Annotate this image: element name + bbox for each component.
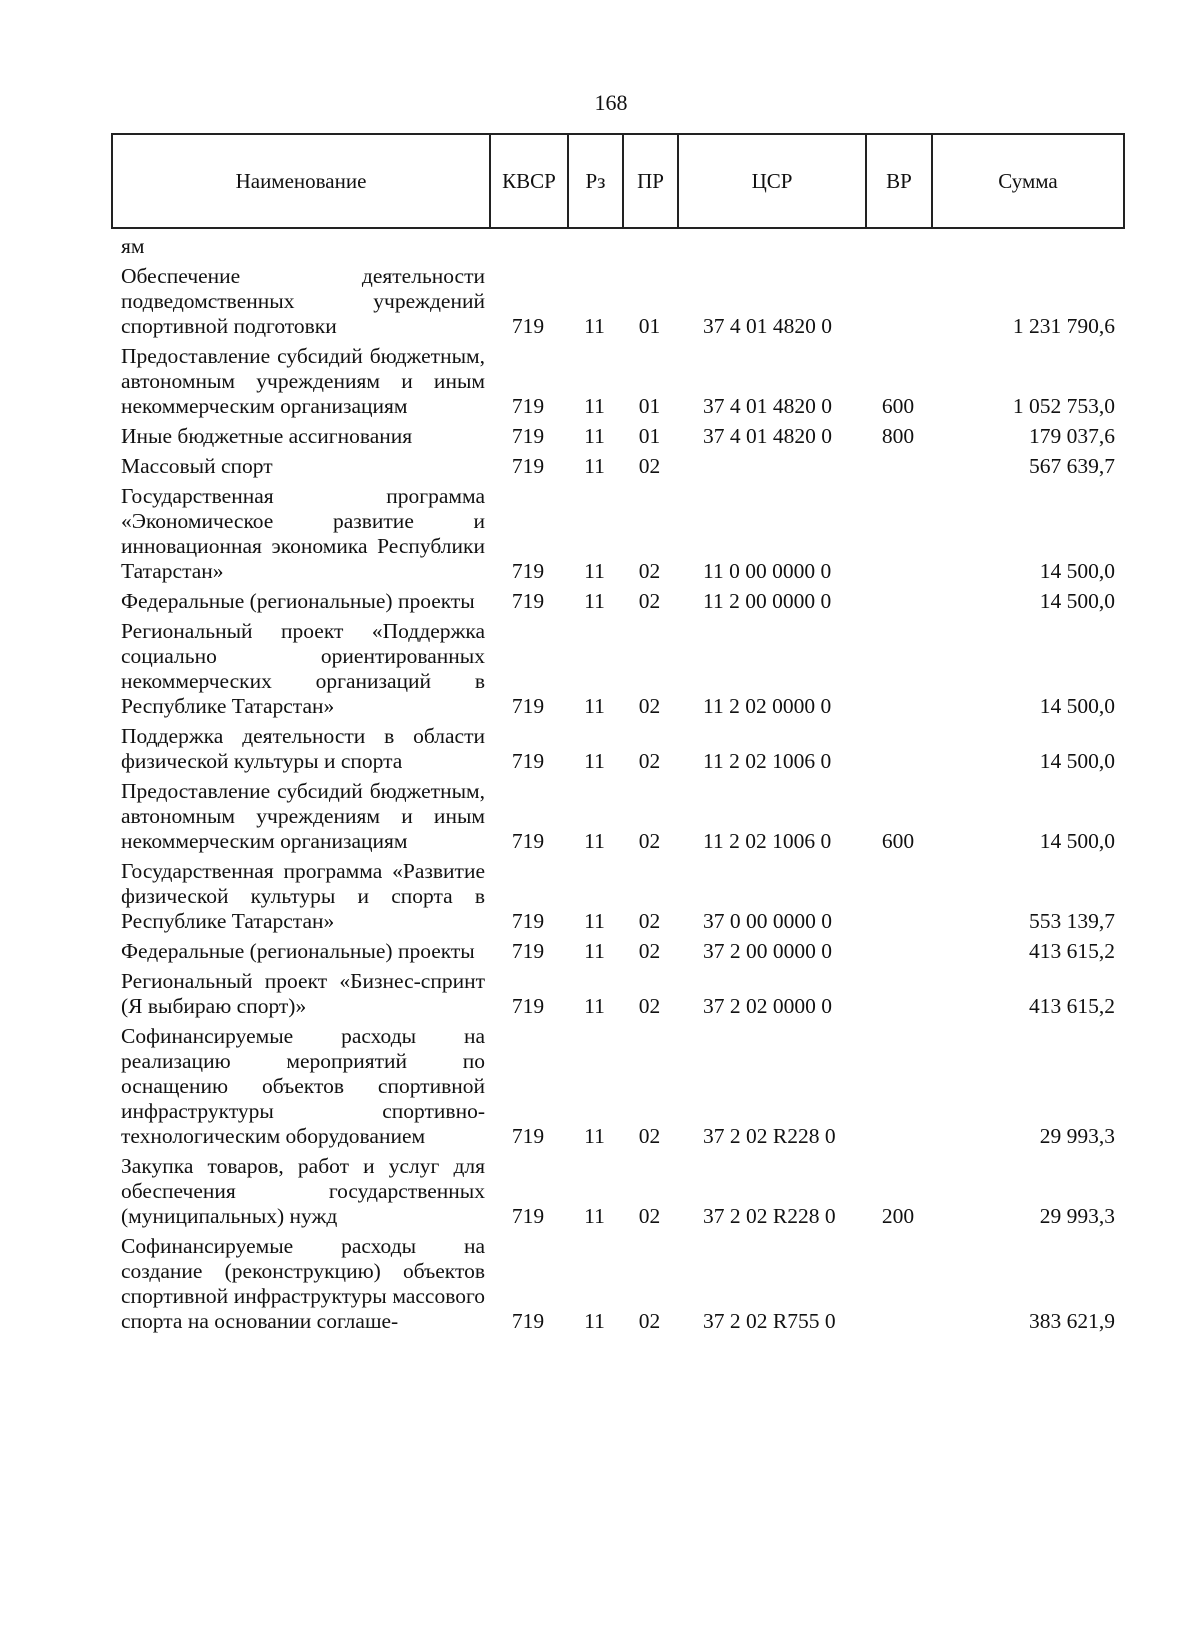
- cell-kvsr: 719: [511, 1124, 545, 1148]
- cell-pr: 02: [638, 454, 661, 478]
- cell-sum: 14 500,0: [1039, 559, 1115, 583]
- table-row: [111, 617, 1123, 722]
- cell-pr: 02: [638, 909, 661, 933]
- cell-pr: 01: [638, 394, 661, 418]
- table-row: [111, 452, 1123, 482]
- header-rz: Рз: [568, 134, 623, 228]
- cell-sum: 29 993,3: [1039, 1204, 1115, 1228]
- cell-rz: 11: [584, 1204, 605, 1228]
- cell-name: ям: [121, 234, 145, 258]
- cell-sum: 413 615,2: [1029, 939, 1115, 963]
- cell-pr: 02: [638, 829, 661, 853]
- cell-vr: [865, 857, 931, 937]
- header-vr: ВР: [866, 134, 932, 228]
- table-row: [111, 1232, 1123, 1337]
- cell-pr: 02: [638, 749, 661, 773]
- cell-rz: 11: [584, 749, 605, 773]
- cell-kvsr: 719: [511, 1309, 545, 1333]
- cell-sum: 14 500,0: [1039, 589, 1115, 613]
- cell-rz: 11: [584, 454, 605, 478]
- cell-csr: 37 2 00 0000 0: [703, 939, 832, 963]
- cell-vr: [865, 1022, 931, 1152]
- cell-kvsr: 719: [511, 454, 545, 478]
- header-name: Наименование: [112, 134, 490, 228]
- cell-kvsr: 719: [511, 749, 545, 773]
- cell-vr: [865, 1232, 931, 1337]
- cell-pr: 02: [638, 939, 661, 963]
- cell-csr: 37 2 02 R755 0: [703, 1309, 836, 1333]
- cell-sum: 179 037,6: [1029, 424, 1115, 448]
- cell-csr: [677, 452, 865, 482]
- cell-name: Региональный проект «Поддержка социально ориентированных некоммерческих организаций в Республике Татарстан»: [121, 619, 485, 718]
- header-pr: ПР: [623, 134, 678, 228]
- table-row: [111, 1152, 1123, 1232]
- cell-rz: 11: [584, 1124, 605, 1148]
- cell-name: Закупка товаров, работ и услуг для обеспечения государственных (муниципальных) нужд: [121, 1154, 485, 1228]
- cell-pr: 02: [638, 694, 661, 718]
- cell-vr: [865, 232, 931, 262]
- cell-name: Федеральные (региональные) проекты: [121, 939, 475, 963]
- cell-pr: [622, 232, 677, 262]
- table-row: [111, 777, 1123, 857]
- table-row: [111, 232, 1123, 262]
- table-row: [111, 342, 1123, 422]
- cell-csr: 11 0 00 0000 0: [703, 559, 832, 583]
- cell-sum: 553 139,7: [1029, 909, 1115, 933]
- header-csr: ЦСР: [678, 134, 866, 228]
- cell-sum: 1 052 753,0: [1012, 394, 1115, 418]
- cell-csr: 37 2 02 R228 0: [703, 1204, 836, 1228]
- cell-rz: 11: [584, 424, 605, 448]
- cell-rz: 11: [584, 829, 605, 853]
- cell-sum: [931, 232, 1123, 262]
- cell-name: Региональный проект «Бизнес-спринт (Я выбираю спорт)»: [121, 969, 485, 1018]
- cell-vr: 600: [881, 829, 915, 853]
- cell-pr: 02: [638, 1204, 661, 1228]
- budget-table: [111, 232, 1123, 1337]
- cell-vr: 200: [881, 1204, 915, 1228]
- cell-csr: [677, 232, 865, 262]
- table-row: [111, 482, 1123, 587]
- cell-sum: 14 500,0: [1039, 694, 1115, 718]
- cell-kvsr: 719: [511, 994, 545, 1018]
- cell-pr: 02: [638, 559, 661, 583]
- cell-csr: 37 4 01 4820 0: [703, 314, 832, 338]
- cell-name: Государственная программа «Экономическое развитие и инновационная экономика Республики Татарстан»: [121, 484, 485, 583]
- cell-rz: 11: [584, 909, 605, 933]
- cell-csr: 37 2 02 0000 0: [703, 994, 832, 1018]
- header-sum: Сумма: [932, 134, 1124, 228]
- cell-vr: [865, 967, 931, 1022]
- cell-name: Массовый спорт: [121, 454, 273, 478]
- cell-sum: 14 500,0: [1039, 829, 1115, 853]
- cell-vr: [865, 587, 931, 617]
- cell-sum: 567 639,7: [1029, 454, 1115, 478]
- cell-sum: 1 231 790,6: [1012, 314, 1115, 338]
- table-row: [111, 422, 1123, 452]
- cell-csr: 37 4 01 4820 0: [703, 424, 832, 448]
- cell-name: Софинансируемые расходы на реализацию мероприятий по оснащению объектов спортивной инфраструктуры спортивно-технологическим оборудованием: [121, 1024, 485, 1148]
- table-row: [111, 937, 1123, 967]
- cell-rz: 11: [584, 314, 605, 338]
- cell-name: Софинансируемые расходы на создание (реконструкцию) объектов спортивной инфраструктуры массового спорта на основании соглаше-: [121, 1234, 485, 1333]
- table-row: [111, 1022, 1123, 1152]
- cell-kvsr: 719: [511, 909, 545, 933]
- cell-vr: [865, 482, 931, 587]
- cell-name: Предоставление субсидий бюджетным, автономным учреждениям и иным некоммерческим организациям: [121, 779, 485, 853]
- table-row: [111, 587, 1123, 617]
- cell-csr: 11 2 02 1006 0: [703, 749, 832, 773]
- cell-sum: 383 621,9: [1029, 1309, 1115, 1333]
- cell-vr: [865, 452, 931, 482]
- cell-rz: 11: [584, 939, 605, 963]
- cell-pr: 01: [638, 314, 661, 338]
- cell-name: Федеральные (региональные) проекты: [121, 589, 475, 613]
- cell-rz: 11: [584, 1309, 605, 1333]
- header-kvsr: КВСР: [490, 134, 568, 228]
- table-row: [111, 262, 1123, 342]
- table-row: [111, 857, 1123, 937]
- cell-vr: [865, 617, 931, 722]
- cell-pr: 02: [638, 994, 661, 1018]
- cell-rz: 11: [584, 694, 605, 718]
- cell-pr: 01: [638, 424, 661, 448]
- cell-name: Поддержка деятельности в области физической культуры и спорта: [121, 724, 485, 773]
- cell-name: Государственная программа «Развитие физической культуры и спорта в Республике Татарстан»: [121, 859, 485, 933]
- cell-name: Иные бюджетные ассигнования: [121, 424, 413, 448]
- cell-vr: 600: [881, 394, 915, 418]
- cell-sum: 29 993,3: [1039, 1124, 1115, 1148]
- cell-kvsr: [489, 232, 567, 262]
- cell-kvsr: 719: [511, 314, 545, 338]
- cell-csr: 37 0 00 0000 0: [703, 909, 832, 933]
- cell-csr: 11 2 02 1006 0: [703, 829, 832, 853]
- cell-pr: 02: [638, 1309, 661, 1333]
- cell-pr: 02: [638, 1124, 661, 1148]
- cell-vr: 800: [881, 424, 915, 448]
- cell-vr: [865, 937, 931, 967]
- cell-csr: 37 2 02 R228 0: [703, 1124, 836, 1148]
- page-number: 168: [594, 90, 628, 115]
- cell-sum: 14 500,0: [1039, 749, 1115, 773]
- cell-name: Предоставление субсидий бюджетным, автономным учреждениям и иным некоммерческим организациям: [121, 344, 485, 418]
- table-row: [111, 722, 1123, 777]
- cell-kvsr: 719: [511, 589, 545, 613]
- cell-csr: 11 2 00 0000 0: [703, 589, 832, 613]
- cell-vr: [865, 262, 931, 342]
- cell-kvsr: 719: [511, 1204, 545, 1228]
- cell-kvsr: 719: [511, 829, 545, 853]
- cell-kvsr: 719: [511, 424, 545, 448]
- cell-pr: 02: [638, 589, 661, 613]
- cell-rz: 11: [584, 559, 605, 583]
- cell-kvsr: 719: [511, 939, 545, 963]
- cell-csr: 37 4 01 4820 0: [703, 394, 832, 418]
- cell-sum: 413 615,2: [1029, 994, 1115, 1018]
- cell-rz: 11: [584, 994, 605, 1018]
- cell-name: Обеспечение деятельности подведомственных учреждений спортивной подготовки: [121, 264, 485, 338]
- cell-vr: [865, 722, 931, 777]
- cell-csr: 11 2 02 0000 0: [703, 694, 832, 718]
- cell-kvsr: 719: [511, 694, 545, 718]
- table-header: [111, 133, 1125, 229]
- cell-rz: 11: [584, 394, 605, 418]
- cell-rz: [567, 232, 622, 262]
- cell-rz: 11: [584, 589, 605, 613]
- table-row: [111, 967, 1123, 1022]
- cell-kvsr: 719: [511, 559, 545, 583]
- cell-kvsr: 719: [511, 394, 545, 418]
- table-body: [111, 232, 1123, 1337]
